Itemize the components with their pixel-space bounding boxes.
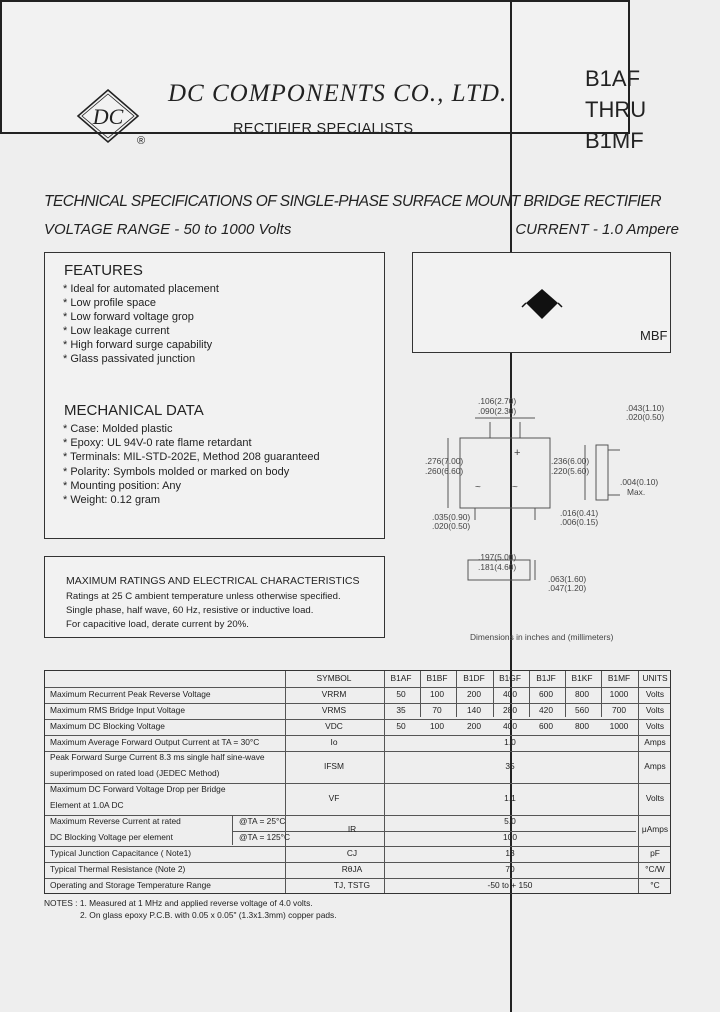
value-cell: 13 xyxy=(505,848,515,858)
param-label: Maximum DC Blocking Voltage xyxy=(50,721,165,731)
table-header: B1AF xyxy=(390,673,412,683)
param-label: Maximum Average Forward Output Current at TA = 30°C xyxy=(50,737,260,747)
unit-cell: Amps xyxy=(644,761,666,771)
symbol-cell: VRRM xyxy=(321,689,347,699)
dim-label: .043(1.10) xyxy=(626,403,665,413)
company-tagline: RECTIFIER SPECIALISTS xyxy=(233,121,414,137)
ratings-line: For capacitive load, derate current by 20%. xyxy=(66,619,249,630)
value-cell: 200 xyxy=(467,689,481,699)
unit-cell: °C xyxy=(650,880,660,890)
dim-label: Max. xyxy=(627,487,646,497)
package-name: MBF xyxy=(640,328,668,343)
table-header: B1BF xyxy=(426,673,448,683)
value-cell: -50 to + 150 xyxy=(487,880,533,890)
value-cell: 100 xyxy=(430,721,444,731)
table-header: B1KF xyxy=(571,673,593,683)
symbol-cell: VRMS xyxy=(321,705,347,715)
value-cell: 50 xyxy=(396,689,406,699)
value-cell: 35 xyxy=(396,705,406,715)
company-logo xyxy=(66,84,158,150)
feature-item: * Low profile space xyxy=(63,297,156,309)
mechanical-item: * Weight: 0.12 gram xyxy=(63,494,161,506)
value-cell: 560 xyxy=(575,705,589,715)
value-cell: 70 xyxy=(432,705,442,715)
note-line: 2. On glass epoxy P.C.B. with 0.05 x 0.05" (1.3x1.3mm) copper pads. xyxy=(80,910,337,920)
unit-cell: μAmps xyxy=(641,824,669,834)
mechanical-item: * Epoxy: UL 94V-0 rate flame retardant xyxy=(63,437,252,449)
value-cell: 600 xyxy=(539,689,553,699)
param-label: DC Blocking Voltage per element xyxy=(50,832,173,842)
dim-label: .020(0.50) xyxy=(626,412,665,422)
condition-cell: @TA = 25°C xyxy=(239,816,286,826)
mechanical-item: * Case: Molded plastic xyxy=(63,423,173,435)
mechanical-item: * Polarity: Symbols molded or marked on body xyxy=(63,466,290,478)
condition-cell: @TA = 125°C xyxy=(239,832,291,842)
feature-item: * Low leakage current xyxy=(63,325,170,337)
part-from: B1AF xyxy=(585,66,641,91)
table-header: B1DF xyxy=(463,673,485,683)
value-cell: 400 xyxy=(503,721,517,731)
dim-label: .004(0.10) xyxy=(620,477,659,487)
feature-item: * High forward surge capability xyxy=(63,339,213,351)
company-name: DC COMPONENTS CO., LTD. xyxy=(168,80,508,107)
dim-label: .197(5.00) xyxy=(478,552,517,562)
ratings-line: Ratings at 25 C ambient temperature unless otherwise specified. xyxy=(66,591,341,602)
value-cell: 200 xyxy=(467,721,481,731)
param-label: Maximum DC Forward Voltage Drop per Bridge xyxy=(50,784,226,794)
value-cell: 420 xyxy=(539,705,553,715)
ac-mark: ~ xyxy=(512,482,518,493)
value-cell: 1000 xyxy=(609,721,629,731)
param-label: Typical Junction Capacitance ( Note1) xyxy=(50,848,192,858)
dim-label: .220(5.60) xyxy=(551,466,590,476)
value-cell: 800 xyxy=(575,689,589,699)
dim-label: .276(7.00) xyxy=(425,456,464,466)
dim-label: .106(2.70) xyxy=(478,396,517,406)
side-body xyxy=(596,445,608,500)
param-label: Peak Forward Surge Current 8.3 ms single half sine-wave xyxy=(50,752,265,762)
unit-cell: °C/W xyxy=(645,864,665,874)
features-heading: FEATURES xyxy=(64,262,143,279)
value-cell: 100 xyxy=(503,832,517,842)
dim-label: .063(1.60) xyxy=(548,574,587,584)
param-label: Maximum Reverse Current at rated xyxy=(50,816,181,826)
dimensions-caption: Dimensions in inches and (millimeters) xyxy=(470,632,614,642)
dim-label: .006(0.15) xyxy=(560,517,599,527)
symbol-cell: VF xyxy=(328,793,340,803)
value-cell: 35 xyxy=(505,761,515,771)
mechanical-item: * Mounting position: Any xyxy=(63,480,182,492)
value-cell: 400 xyxy=(503,689,517,699)
value-cell: 100 xyxy=(430,689,444,699)
value-cell: 1.1 xyxy=(504,793,516,803)
current-rating: CURRENT - 1.0 Ampere xyxy=(515,221,679,238)
param-label: Typical Thermal Resistance (Note 2) xyxy=(50,864,186,874)
mechanical-item: * Terminals: MIL-STD-202E, Method 208 guaranteed xyxy=(63,451,320,463)
table-header: B1JF xyxy=(536,673,556,683)
dim-label: .047(1.20) xyxy=(548,583,587,593)
value-cell: 600 xyxy=(539,721,553,731)
feature-item: * Ideal for automated placement xyxy=(63,283,219,295)
part-to: B1MF xyxy=(585,128,644,153)
value-cell: 1.0 xyxy=(504,737,516,747)
value-cell: 70 xyxy=(505,864,515,874)
ratings-line: Single phase, half wave, 60 Hz, resistive or inductive load. xyxy=(66,605,314,616)
logo-text: DC xyxy=(92,104,124,129)
table-header: B1MF xyxy=(607,673,631,683)
value-cell: 800 xyxy=(575,721,589,731)
unit-cell: Volts xyxy=(645,793,665,803)
symbol-cell: CJ xyxy=(346,848,358,858)
value-cell: 5.0 xyxy=(504,816,516,826)
param-label: superimposed on rated load (JEDEC Method) xyxy=(50,768,220,778)
param-label: Element at 1.0A DC xyxy=(50,800,124,810)
ratings-heading: MAXIMUM RATINGS AND ELECTRICAL CHARACTERISTICS xyxy=(66,575,360,587)
table-header: B1GF xyxy=(499,673,521,683)
mechanical-heading: MECHANICAL DATA xyxy=(64,402,204,419)
dim-label: .016(0.41) xyxy=(560,508,599,518)
dim-label: .035(0.90) xyxy=(432,512,471,522)
value-cell: 1000 xyxy=(609,689,629,699)
param-label: Maximum RMS Bridge Input Voltage xyxy=(50,705,185,715)
unit-cell: Volts xyxy=(645,705,665,715)
value-cell: 700 xyxy=(612,705,626,715)
dim-label: .020(0.50) xyxy=(432,521,471,531)
feature-item: * Glass passivated junction xyxy=(63,353,196,365)
dim-label: .236(6.00) xyxy=(551,456,590,466)
dim-label: .260(6.60) xyxy=(425,466,464,476)
table-header: UNITS xyxy=(642,673,668,683)
ac-mark: ~ xyxy=(475,482,481,493)
unit-cell: Volts xyxy=(645,689,665,699)
symbol-cell: RθJA xyxy=(341,864,363,874)
ratings-table xyxy=(44,670,671,894)
table-header: SYMBOL xyxy=(316,673,352,683)
unit-cell: pF xyxy=(650,848,660,858)
value-cell: 140 xyxy=(467,705,481,715)
body-outline xyxy=(460,438,550,508)
symbol-cell: IFSM xyxy=(323,761,345,771)
unit-cell: Amps xyxy=(644,737,666,747)
registered-mark: ® xyxy=(137,135,146,147)
value-cell: 280 xyxy=(503,705,517,715)
dim-label: .181(4.60) xyxy=(478,562,517,572)
symbol-cell: VDC xyxy=(325,721,343,731)
symbol-cell: Io xyxy=(330,737,338,747)
plus-mark: + xyxy=(514,447,521,459)
feature-item: * Low forward voltage grop xyxy=(63,311,194,323)
dim-label: .090(2.30) xyxy=(478,406,517,416)
param-label: Operating and Storage Temperature Range xyxy=(50,880,211,890)
param-label: Maximum Recurrent Peak Reverse Voltage xyxy=(50,689,211,699)
unit-cell: Volts xyxy=(645,721,665,731)
symbol-cell: IR xyxy=(347,824,357,834)
symbol-cell: TJ, TSTG xyxy=(333,880,371,890)
package-chip-icon xyxy=(520,285,564,325)
voltage-range: VOLTAGE RANGE - 50 to 1000 Volts xyxy=(44,221,292,238)
doc-title: TECHNICAL SPECIFICATIONS OF SINGLE-PHASE SURFACE MOUNT BRIDGE RECTIFIER xyxy=(44,193,662,210)
note-line: NOTES : 1. Measured at 1 MHz and applied reverse voltage of 4.0 volts. xyxy=(44,898,313,908)
value-cell: 50 xyxy=(396,721,406,731)
part-thru: THRU xyxy=(585,97,647,122)
